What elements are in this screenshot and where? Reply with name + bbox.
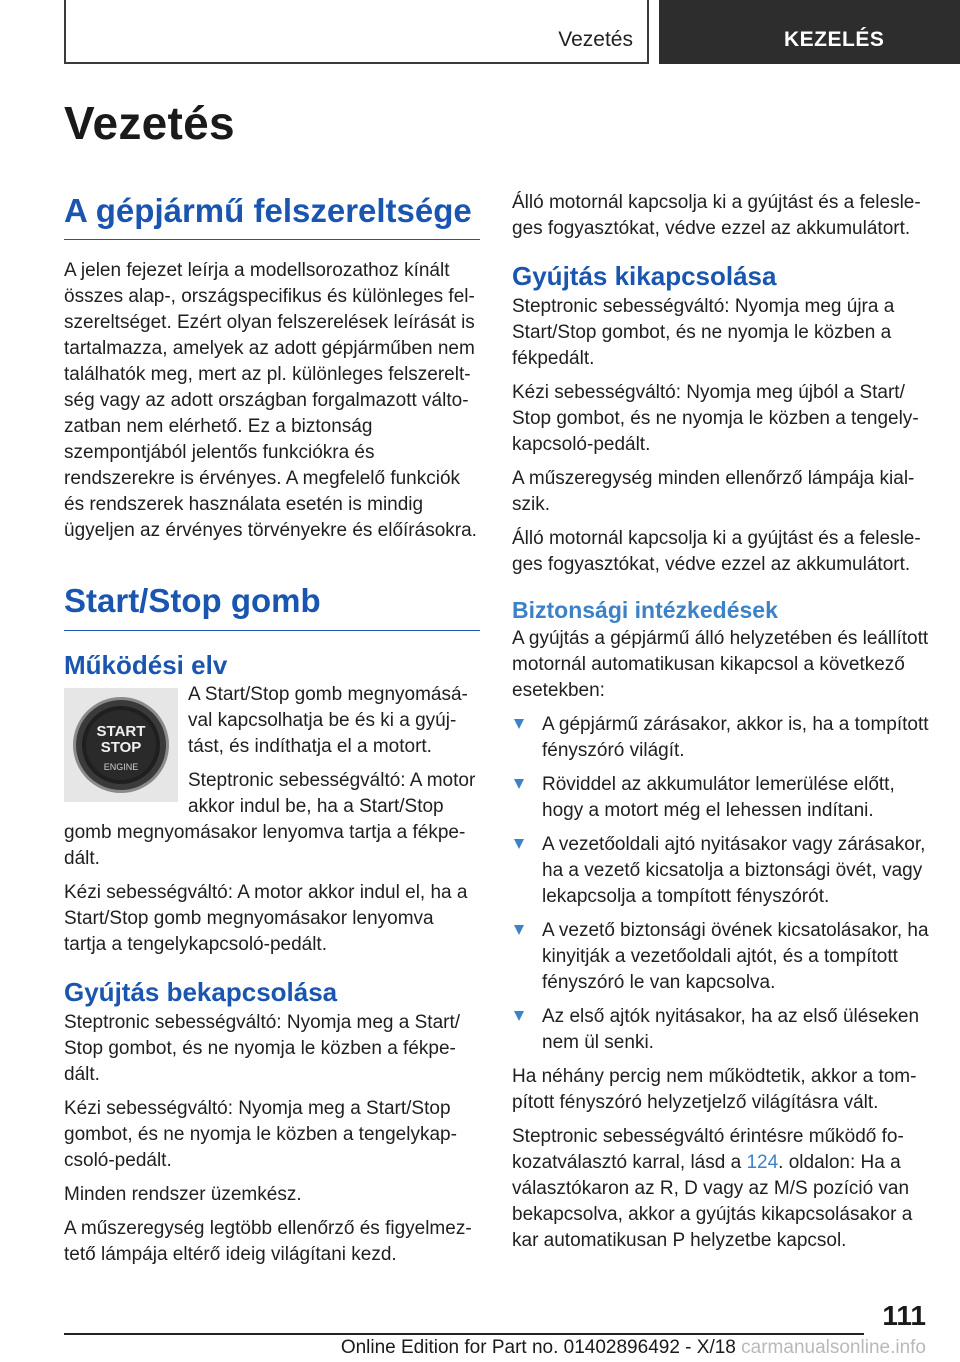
heading-principle: Működési elv — [64, 649, 228, 680]
list-item — [512, 772, 932, 824]
heading-ignition-off: Gyújtás kikapcsolása — [512, 261, 777, 291]
principle-block — [64, 682, 480, 880]
paragraph-after-2 — [512, 1124, 932, 1254]
start-stop-button-image — [64, 688, 178, 802]
button-text-stop: STOP — [100, 739, 142, 757]
list-item-text: Röviddel az akkumulátor lemerülése előtt, hogy a motort még el lehessen indítani. — [542, 773, 895, 821]
heading-equipment: A gépjármű felszereltsége — [64, 190, 480, 240]
safety-bullet-list — [512, 712, 932, 1056]
paragraph-off-4: Álló motornál kapcsolja ki a gyújtást és a felesleges fogyasztókat, védve ezzel az akkumulátort. — [512, 527, 921, 575]
footer-watermark: carmanualsonline.info — [741, 1337, 926, 1358]
list-item-text: A vezetőoldali ajtó nyitásakor vagy zárásakor, ha a vezető kicsatolja a biztonsági övét, vagy lekapcsolja a tompított fényszórót. — [542, 833, 926, 907]
paragraph-principle-1: A Start/Stop gomb megnyomásával kapcsolhatja be és ki a gyújtást, és indíthatja el a motort. — [188, 684, 468, 758]
paragraph-equipment: A jelen fejezet leírja a modellsorozathoz kínált összes alap-, országspecifikus és különleges felszereltséget. Ezért olyan felszerelések leírását is tartalmazza, amelyek az adott gépjárműben nem találhatók meg, mert az pl. különleges felszereltség vagy az adott országban forgalmazott változatban nem elérhető. Ez a biztonság szempontjából jelentős funkciókra és rendszerekre is érvényes. A megfelelő funkciók és rendszerek használata esetén is mindig ügyeljen az érvényes törvényekre és előírásokra. — [64, 260, 477, 542]
paragraph-after-2-post: . oldalon: Ha a választókaron az R, D vagy az M/S pozíció van bekapcsolva, akkor a gyújtás kikapcsolásakor a kar automatikusan P helyzetbe kapcsol. — [512, 1151, 913, 1251]
list-item — [512, 712, 932, 764]
footer-divider — [64, 1333, 864, 1335]
heading-start-stop: Start/Stop gomb — [64, 580, 480, 630]
paragraph-principle-2: Steptronic sebességváltó: A motor akkor indul be, ha a Start/Stop gomb megnyomásakor lenyomva tartja a fékpedált. — [64, 770, 476, 870]
page-title: Vezetés — [64, 97, 235, 149]
paragraph-off-2: Kézi sebességváltó: Nyomja meg újból a Start/ Stop gombot, és ne nyomja le közben a tengelykapcsoló-pedált. — [512, 381, 919, 455]
button-text-engine: ENGINE — [103, 762, 139, 773]
paragraph-off-3: A műszeregység minden ellenőrző lámpája kialszik. — [512, 467, 915, 515]
header-chapter-tab — [659, 0, 960, 64]
bullet-arrow-icon — [514, 1011, 524, 1021]
list-item-text: A vezető biztonsági övének kicsatolásakor, ha kinyitják a vezetőoldali ajtót, és a tompított fényszóró le van kapcsolva. — [542, 919, 929, 993]
heading-safety: Biztonsági intézkedések — [512, 596, 778, 623]
paragraph-on-4: A műszeregység legtöbb ellenőrző és figyelmeztető lámpája eltérő ideig világítani kezd. — [64, 1218, 472, 1266]
bullet-arrow-icon — [514, 719, 524, 729]
paragraph-on-2: Kézi sebességváltó: Nyomja meg a Start/Stop gombot, és ne nyomja le közben a tengelykapcsoló-pedált. — [64, 1098, 457, 1172]
list-item-text: A gépjármű zárásakor, akkor is, ha a tompított fényszóró világít. — [542, 713, 929, 761]
right-column — [512, 190, 932, 1262]
header-section-tab — [64, 0, 649, 64]
paragraph-safety: A gyújtás a gépjármű álló helyzetében és leállított motornál automatikusan kikapcsol a következő esetekben: — [512, 627, 929, 701]
list-item — [512, 832, 932, 910]
page-number: 111 — [882, 1300, 926, 1331]
bullet-arrow-icon — [514, 925, 524, 935]
list-item-text: Az első ajtók nyitásakor, ha az első üléseken nem ül senki. — [542, 1005, 920, 1053]
paragraph-top: Álló motornál kapcsolja ki a gyújtást és a felesleges fogyasztókat, védve ezzel az akkumulátort. — [512, 192, 921, 239]
list-item — [512, 1004, 932, 1056]
footer-edition-text: Online Edition for Part no. 01402896492 - X/18 — [340, 1337, 736, 1358]
paragraph-principle-3: Kézi sebességváltó: A motor akkor indul el, ha a Start/Stop gomb megnyomásakor lenyomva tartja a tengelykapcsoló-pedált. — [64, 882, 468, 956]
paragraph-on-1: Steptronic sebességváltó: Nyomja meg a Start/ Stop gombot, és ne nyomja le közben a fékpedált. — [64, 1012, 461, 1086]
footer-edition — [341, 1337, 926, 1359]
bullet-arrow-icon — [514, 839, 524, 849]
heading-ignition-on: Gyújtás bekapcsolása — [64, 977, 338, 1008]
paragraph-after-2-pre: Steptronic sebességváltó érintésre működő fokozatválasztó karral, lásd a — [512, 1125, 904, 1173]
paragraph-after-1: Ha néhány percig nem működtetik, akkor a tompított fényszóró helyzetjelző világításra vált. — [512, 1065, 917, 1113]
header-chapter-label: KEZELÉS — [784, 28, 885, 51]
button-text-start: START — [96, 723, 146, 741]
bullet-arrow-icon — [514, 779, 524, 789]
header-section-label: Vezetés — [558, 28, 633, 51]
paragraph-off-1: Steptronic sebességváltó: Nyomja meg újra a Start/Stop gombot, és ne nyomja le közben a fékpedált. — [512, 295, 895, 369]
list-item — [512, 918, 932, 996]
left-column — [64, 190, 480, 1276]
paragraph-on-3: Minden rendszer üzemkész. — [64, 1184, 302, 1206]
page-reference-link[interactable]: 124 — [746, 1151, 779, 1173]
